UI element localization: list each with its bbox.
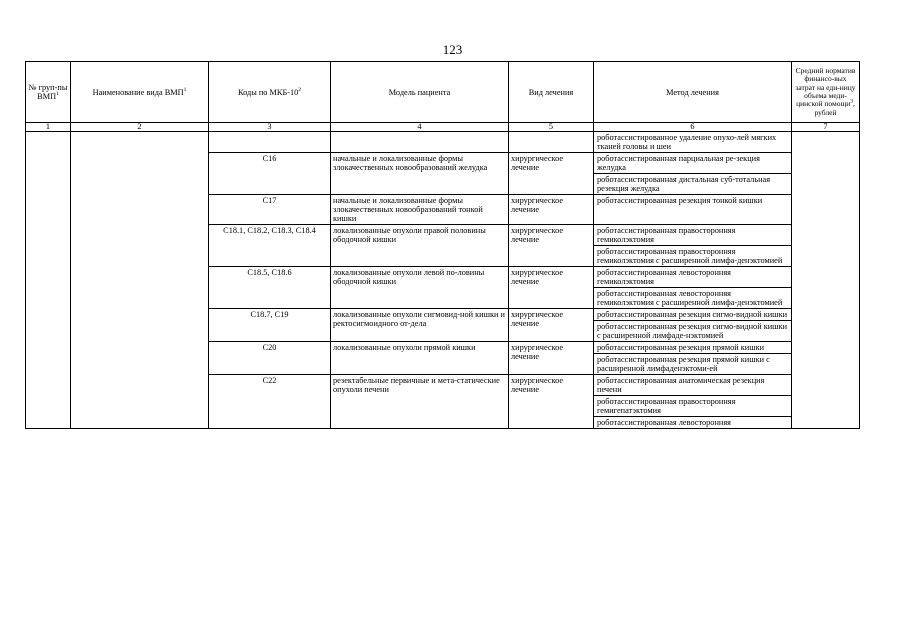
column-number: 2: [71, 123, 209, 132]
treatment-method-cell: роботассистированная парциальная ре-зекция желудка: [594, 153, 792, 174]
patient-model-cell: резектабельные первичные и мета-статические опухоли печени: [331, 375, 509, 429]
icd-code-cell: C20: [209, 342, 331, 375]
column-number: 3: [209, 123, 331, 132]
patient-model-cell: начальные и локализованные формы злокачественных новообразований желудка: [331, 153, 509, 195]
column-number: 4: [331, 123, 509, 132]
treatment-method-cell: роботассистированная правосторонняя гемигепатэктомия: [594, 396, 792, 417]
treatment-type-cell: хирургическое лечение: [509, 375, 594, 429]
page-number: 123: [442, 42, 463, 57]
icd-code-cell: C17: [209, 195, 331, 225]
header-average-cost: Средний норматив финансо-вых затрат на еди-ницу объема меди-цинской помощи$^3$, рублей: [792, 62, 860, 123]
treatment-method-cell: роботассистированная резекция тонкой кишки: [594, 195, 792, 225]
treatment-method-cell: роботассистированная правосторонняя гемиколэктомия: [594, 225, 792, 246]
header-vmp-name: Наименование вида ВМП$^1$: [71, 62, 209, 123]
column-number: 7: [792, 123, 860, 132]
treatment-type-cell: хирургическое лечение: [509, 267, 594, 309]
column-number-row: [26, 123, 860, 132]
header-treatment-type: Вид лечения: [509, 62, 594, 123]
patient-model-cell: локализованные опухоли правой половины ободочной кишки: [331, 225, 509, 267]
column-number: 5: [509, 123, 594, 132]
group-number-cell: [26, 132, 71, 429]
treatment-method-cell: роботассистированная резекция сигмо-видной кишки: [594, 309, 792, 321]
header-icd-codes: Коды по МКБ-$10^2$: [209, 62, 331, 123]
icd-code-cell: C16: [209, 153, 331, 195]
average-cost-cell: [792, 132, 860, 429]
treatment-method-cell: роботассистированная левосторонняя гемиколэктомия: [594, 267, 792, 288]
vmp-name-cell: [71, 132, 209, 429]
icd-code-cell: C18.7, C19: [209, 309, 331, 342]
header-patient-model: Модель пациента: [331, 62, 509, 123]
treatment-type-cell: хирургическое лечение: [509, 153, 594, 195]
treatment-method-cell: роботассистированная резекция прямой кишки: [594, 342, 792, 354]
patient-model-cell: локализованные опухоли левой по-ловины ободочной кишки: [331, 267, 509, 309]
treatment-method-cell: роботассистированная дистальная суб-тотальная резекция желудка: [594, 174, 792, 195]
column-number: 6: [594, 123, 792, 132]
treatment-type-cell: хирургическое лечение: [509, 342, 594, 375]
column-number: 1: [26, 123, 71, 132]
header-treatment-method: Метод лечения: [594, 62, 792, 123]
treatment-method-cell: роботассистированная левосторонняя гемиколэктомия с расширенной лимфа-денэктомией: [594, 288, 792, 309]
header-row: [26, 62, 860, 123]
treatment-type-cell: [509, 132, 594, 153]
header-group-number: № груп-пы ВМП$^1$: [26, 62, 71, 123]
table-row: [26, 132, 860, 153]
treatment-method-cell: роботассистированная резекция прямой кишки с расширенной лимфаденэктоми-ей: [594, 354, 792, 375]
patient-model-cell: локализованные опухоли прямой кишки: [331, 342, 509, 375]
treatment-type-cell: хирургическое лечение: [509, 195, 594, 225]
patient-model-cell: [331, 132, 509, 153]
treatment-method-cell: роботассистированная анатомическая резекция печени: [594, 375, 792, 396]
icd-code-cell: C18.1, C18.2, C18.3, C18.4: [209, 225, 331, 267]
patient-model-cell: начальные и локализованные формы злокачественных новообразований тонкой кишки: [331, 195, 509, 225]
treatment-method-cell: роботассистированная левосторонняя: [594, 417, 792, 429]
treatment-method-cell: роботассистированная правосторонняя гемиколэктомия с расширенной лимфа-денэктомией: [594, 246, 792, 267]
vmp-table: [25, 61, 860, 429]
treatment-method-cell: роботассистированная резекция сигмо-видной кишки с расширенной лимфаде-нэктомией: [594, 321, 792, 342]
icd-code-cell: [209, 132, 331, 153]
treatment-type-cell: хирургическое лечение: [509, 225, 594, 267]
icd-code-cell: C18.5, C18.6: [209, 267, 331, 309]
treatment-method-cell: роботассистированное удаление опухо-лей мягких тканей головы и шеи: [594, 132, 792, 153]
icd-code-cell: C22: [209, 375, 331, 429]
treatment-type-cell: хирургическое лечение: [509, 309, 594, 342]
patient-model-cell: локализованные опухоли сигмовид-ной кишки и ректосигмоидного от-дела: [331, 309, 509, 342]
